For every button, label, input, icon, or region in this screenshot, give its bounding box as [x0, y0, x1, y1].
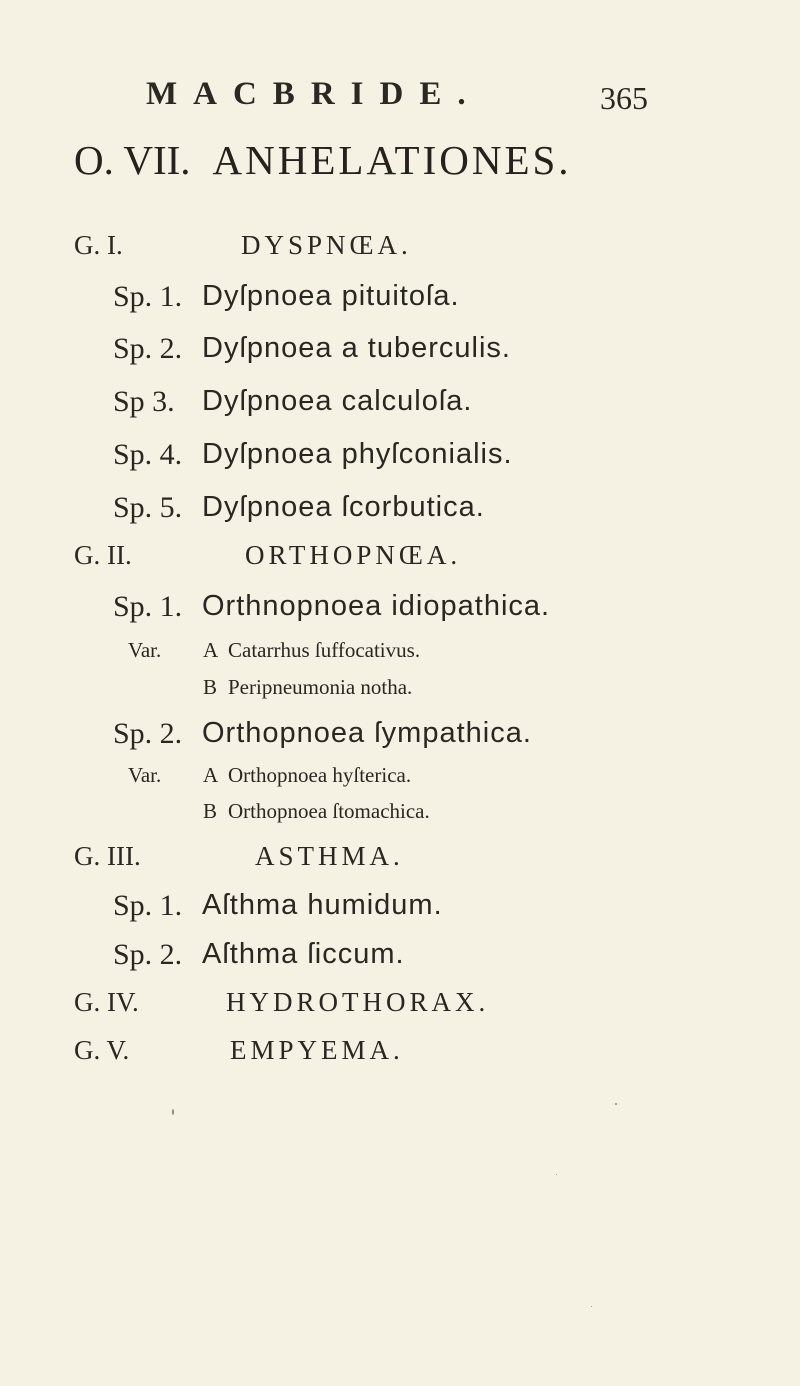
species-name: Dyſpnoea calculoſa. [202, 385, 473, 417]
species-name: Orthopnoea ſympathica. [202, 717, 532, 749]
species-name: Dyſpnoea phyſconialis. [202, 438, 513, 470]
variety-letter: A [203, 763, 219, 787]
species-label: Sp 3. [113, 385, 175, 418]
species-name: Dyſpnoea ſcorbutica. [202, 491, 485, 523]
page-number: 365 [600, 80, 648, 116]
running-head: MACBRIDE. [146, 76, 482, 112]
variety-name: Orthopnoea hyſterica. [228, 763, 412, 787]
variety-name: Peripneumonia notha. [228, 675, 413, 699]
genus-label: G. I. [74, 230, 123, 260]
paper-speck [615, 1103, 617, 1105]
species-label: Sp. 5. [113, 491, 183, 524]
variety-letter: A [203, 638, 219, 662]
paper-speck [591, 1306, 592, 1307]
genus-label: G. V. [74, 1035, 130, 1065]
genus-label: G. II. [74, 540, 132, 570]
genus-name: ASTHMA. [255, 841, 404, 871]
paper-speck [172, 1109, 174, 1115]
order-number: O. VII. [74, 137, 191, 183]
genus-label: G. IV. [74, 987, 139, 1017]
genus-name: HYDROTHORAX. [226, 987, 490, 1017]
variety-label: Var. [128, 638, 162, 662]
species-name: Aſthma humidum. [202, 889, 443, 921]
variety-letter: B [203, 675, 218, 699]
species-label: Sp. 1. [113, 590, 183, 623]
variety-name: Catarrhus ſuffocativus. [228, 638, 421, 662]
variety-name: Orthopnoea ſtomachica. [228, 799, 430, 823]
paper-speck [556, 1174, 557, 1175]
order-title [74, 136, 572, 184]
order-name: ANHELATIONES. [212, 137, 572, 183]
species-name: Dyſpnoea a tuberculis. [202, 332, 511, 364]
species-label: Sp. 1. [113, 280, 183, 313]
genus-name: DYSPNŒA. [241, 230, 412, 260]
species-name: Orthnopnoea idiopathica. [202, 590, 551, 622]
species-label: Sp. 2. [113, 332, 183, 365]
variety-label: Var. [128, 763, 162, 787]
genus-name: EMPYEMA. [230, 1035, 404, 1065]
species-label: Sp. 1. [113, 889, 183, 922]
species-name: Dyſpnoea pituitoſa. [202, 280, 460, 312]
species-label: Sp. 2. [113, 938, 183, 971]
genus-name: ORTHOPNŒA. [245, 540, 462, 570]
variety-letter: B [203, 799, 218, 823]
genus-label: G. III. [74, 841, 141, 871]
species-label: Sp. 2. [113, 717, 183, 750]
species-name: Aſthma ſiccum. [202, 938, 405, 970]
species-label: Sp. 4. [113, 438, 183, 471]
